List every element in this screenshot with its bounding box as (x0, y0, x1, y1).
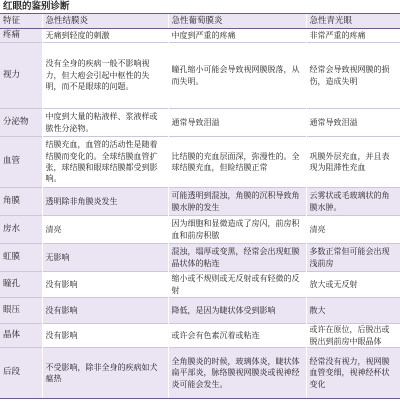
table-row (0, 109, 400, 137)
column-header-conjunctivitis: 急性结膜炎 (42, 14, 168, 29)
table-row (0, 244, 400, 272)
cell-uveitis: 全角膜炎的时候，玻璃体炎，睫状体扁平部炎，脉络膜视网膜炎或视神经炎可能会发生。 (168, 348, 306, 399)
row-feature-vessels: 血管 (0, 137, 42, 188)
table-row (0, 324, 400, 348)
row-feature-iris: 虹膜 (0, 244, 42, 272)
cell-glaucoma: 云雾状或毛玻璃状的角膜水肿。 (306, 188, 400, 216)
row-feature-pain: 疼痛 (0, 29, 42, 43)
column-header-feature: 特征 (0, 14, 42, 29)
cell-glaucoma: 通常导致泪溢 (306, 109, 400, 137)
cell-conjunctivitis: 没有影响 (42, 324, 168, 348)
row-feature-aqueous: 房水 (0, 216, 42, 244)
table-header-row (0, 14, 400, 29)
cell-glaucoma: 放大或无反射 (306, 272, 400, 298)
cell-conjunctivitis: 无影响 (42, 244, 168, 272)
cell-conjunctivitis: 透明除非角膜炎发生 (42, 188, 168, 216)
cell-uveitis: 混浊，塌厚或变黑，经常会出现虹膜晶状体的粘连 (168, 244, 306, 272)
cell-glaucoma: 非常严重的疼痛 (306, 29, 400, 43)
table-row (0, 348, 400, 399)
cell-glaucoma: 多数正常但可能会出现浅前房 (306, 244, 400, 272)
column-header-uveitis: 急性葡萄膜炎 (168, 14, 306, 29)
row-feature-discharge: 分泌物 (0, 109, 42, 137)
row-feature-iop: 眼压 (0, 298, 42, 324)
cell-uveitis: 瞳孔缩小可能会导致视网膜脱落，从而失明。 (168, 43, 306, 109)
cell-glaucoma: 或许在原位，后脱出或脱出到前房中眼晶体 (306, 324, 400, 348)
row-feature-posterior: 后段 (0, 348, 42, 399)
row-feature-pupil: 瞳孔 (0, 272, 42, 298)
cell-uveitis: 比结膜的充血层面深，弥漫性的。全球结膜充血，但睑结膜正常 (168, 137, 306, 188)
table-row (0, 188, 400, 216)
cell-uveitis: 通常导致泪溢 (168, 109, 306, 137)
table-row (0, 43, 400, 109)
row-feature-cornea: 角膜 (0, 188, 42, 216)
cell-glaucoma: 经常会导致视网膜的损伤，造成失明 (306, 43, 400, 109)
table-row (0, 137, 400, 188)
cell-conjunctivitis: 中度到大量的粘液样、浆液样或脓性分泌物。 (42, 109, 168, 137)
row-feature-lens: 晶体 (0, 324, 42, 348)
cell-conjunctivitis: 不受影响，除非全身的疾病如犬瘟热 (42, 348, 168, 399)
document-title: 红眼的鉴别诊断 (3, 1, 70, 12)
cell-conjunctivitis: 无痛到轻度的刺激 (42, 29, 168, 43)
cell-uveitis: 降低，是因为睫状体受到影响 (168, 298, 306, 324)
cell-uveitis: 中度到严重的疼痛 (168, 29, 306, 43)
cell-glaucoma: 散大 (306, 298, 400, 324)
cell-conjunctivitis: 没有影响 (42, 298, 168, 324)
differential-diagnosis-table (0, 13, 400, 399)
cell-conjunctivitis: 没有影响 (42, 272, 168, 298)
cell-glaucoma: 巩膜外层充血，并且表现为阻滞性充血 (306, 137, 400, 188)
cell-conjunctivitis: 没有全身的疾病一般不影响视力，但大疱会引起中枢性的失明，而不是眼球的问题。 (42, 43, 168, 109)
cell-glaucoma: 经常没有视力，视网膜血管变细，视神经杯状变化 (306, 348, 400, 399)
table-row (0, 29, 400, 43)
cell-conjunctivitis: 结膜充血，血管的活动性是随着结膜而变化的。全球结膜血管扩张，球结膜和眼球结膜都受到影响。 (42, 137, 168, 188)
cell-uveitis: 或许会有色素沉着或粘连 (168, 324, 306, 348)
cell-conjunctivitis: 清亮 (42, 216, 168, 244)
cell-uveitis: 可能透明到混浊，角膜的沉积导致角膜水肿的发生 (168, 188, 306, 216)
table-row (0, 298, 400, 324)
row-feature-vision: 视力 (0, 43, 42, 109)
cell-uveitis: 缩小或不规则或无反射或有轻微的反射 (168, 272, 306, 298)
column-header-glaucoma: 急性青光眼 (306, 14, 400, 29)
table-row (0, 272, 400, 298)
cell-uveitis: 因为细胞和显微造成了房闪，前房积血和前房积脓 (168, 216, 306, 244)
cell-glaucoma: 清亮 (306, 216, 400, 244)
table-row (0, 216, 400, 244)
